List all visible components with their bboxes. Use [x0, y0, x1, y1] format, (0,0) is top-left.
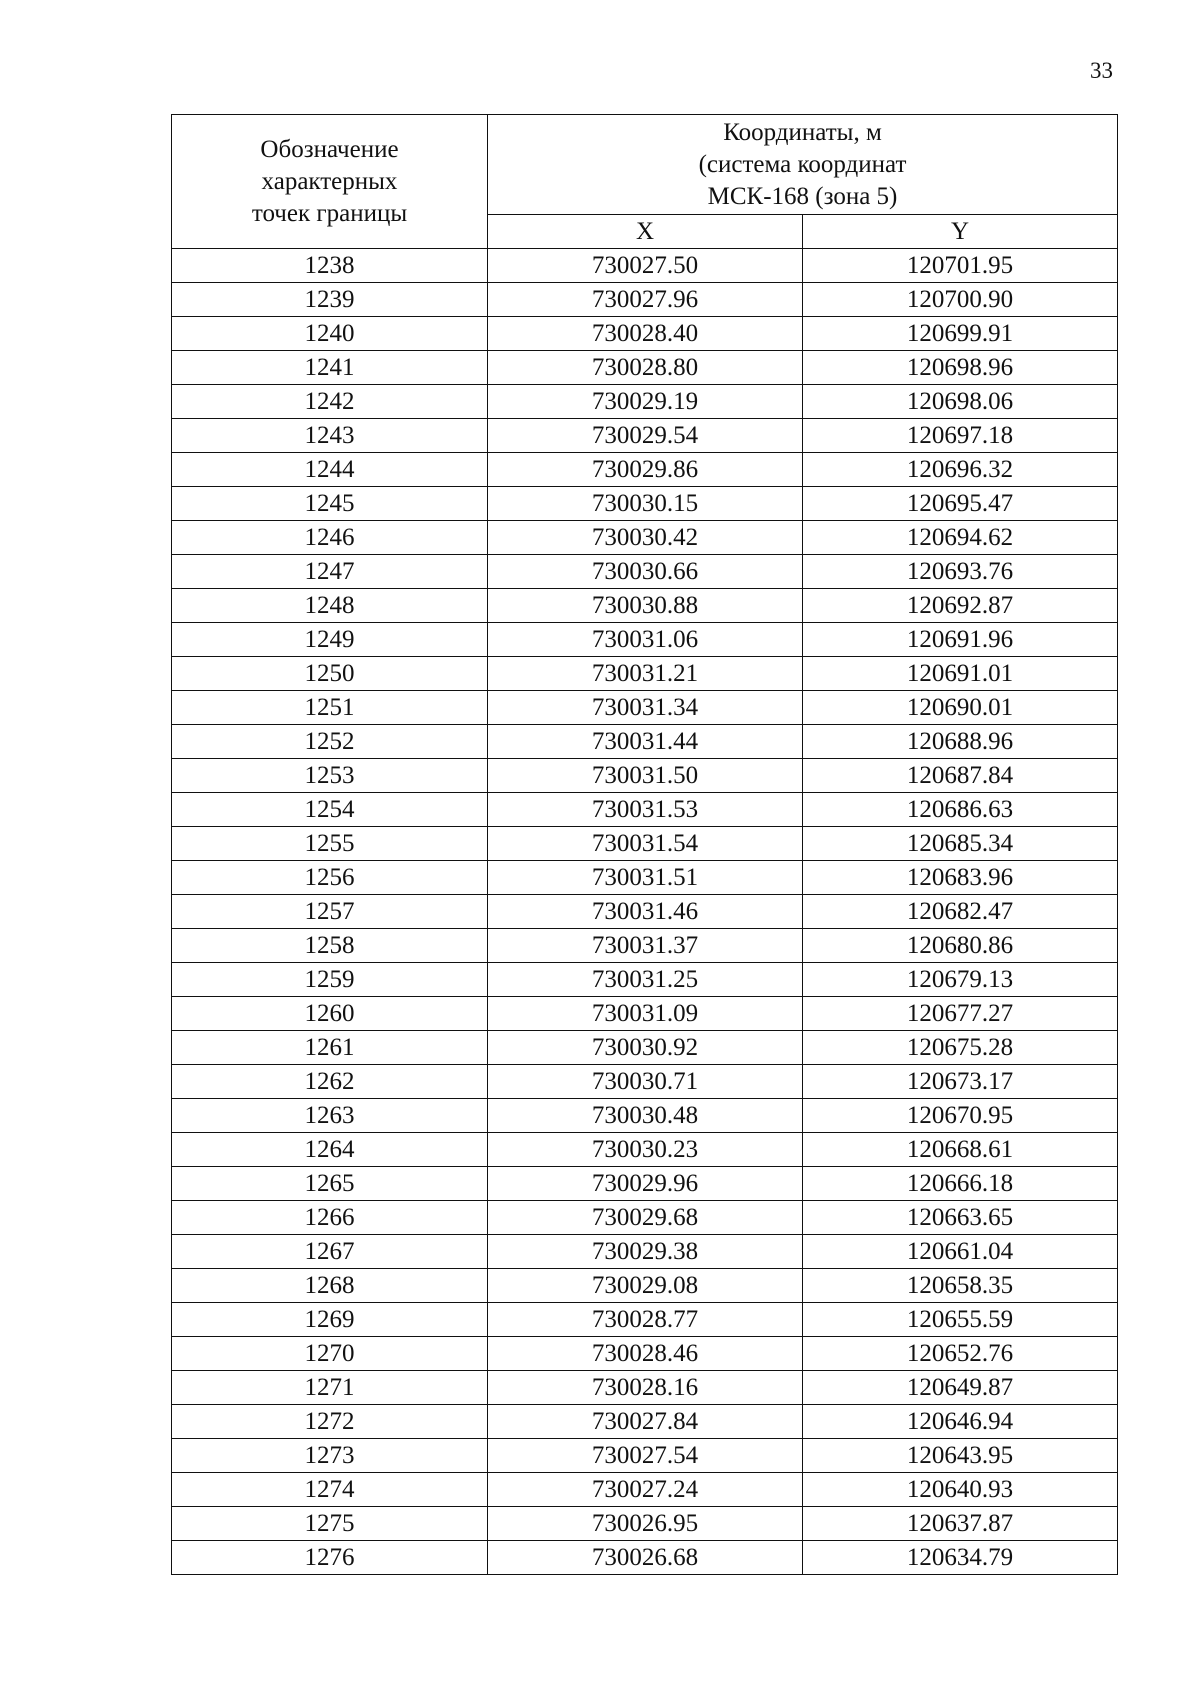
y-coordinate-cell: 120688.96: [803, 725, 1118, 759]
x-coordinate-cell: 730028.80: [488, 351, 803, 385]
y-coordinate-cell: 120699.91: [803, 317, 1118, 351]
point-cell: 1269: [172, 1303, 488, 1337]
table-row: [172, 1133, 1118, 1167]
y-coordinate-cell: 120658.35: [803, 1269, 1118, 1303]
y-coordinate-cell: 120663.65: [803, 1201, 1118, 1235]
x-coordinate-cell: 730029.08: [488, 1269, 803, 1303]
x-coordinate-cell: 730031.53: [488, 793, 803, 827]
point-cell: 1242: [172, 385, 488, 419]
y-coordinate-cell: 120695.47: [803, 487, 1118, 521]
y-coordinate-cell: 120691.96: [803, 623, 1118, 657]
y-coordinate-cell: 120643.95: [803, 1439, 1118, 1473]
y-coordinate-cell: 120693.76: [803, 555, 1118, 589]
table-body: [172, 249, 1118, 1575]
y-coordinate-cell: 120692.87: [803, 589, 1118, 623]
x-coordinate-cell: 730031.37: [488, 929, 803, 963]
y-coordinate-cell: 120637.87: [803, 1507, 1118, 1541]
y-coordinate-cell: 120649.87: [803, 1371, 1118, 1405]
x-coordinate-cell: 730030.48: [488, 1099, 803, 1133]
y-coordinate-cell: 120683.96: [803, 861, 1118, 895]
designation-header: Обозначение характерных точек границы: [172, 115, 488, 249]
point-cell: 1262: [172, 1065, 488, 1099]
y-coordinate-cell: 120646.94: [803, 1405, 1118, 1439]
point-cell: 1252: [172, 725, 488, 759]
y-coordinate-cell: 120668.61: [803, 1133, 1118, 1167]
point-cell: 1247: [172, 555, 488, 589]
x-coordinate-cell: 730030.23: [488, 1133, 803, 1167]
table-row: [172, 351, 1118, 385]
x-coordinate-cell: 730030.42: [488, 521, 803, 555]
y-coordinate-cell: 120682.47: [803, 895, 1118, 929]
table-row: [172, 1269, 1118, 1303]
point-cell: 1265: [172, 1167, 488, 1201]
table-row: [172, 827, 1118, 861]
point-cell: 1275: [172, 1507, 488, 1541]
point-cell: 1271: [172, 1371, 488, 1405]
table-row: [172, 895, 1118, 929]
table-row: [172, 1235, 1118, 1269]
point-cell: 1256: [172, 861, 488, 895]
y-coordinate-cell: 120700.90: [803, 283, 1118, 317]
table-row: [172, 249, 1118, 283]
point-cell: 1245: [172, 487, 488, 521]
x-column-header: X: [488, 215, 803, 249]
table-row: [172, 1439, 1118, 1473]
point-cell: 1259: [172, 963, 488, 997]
table-row: [172, 929, 1118, 963]
point-cell: 1239: [172, 283, 488, 317]
point-cell: 1243: [172, 419, 488, 453]
point-cell: 1261: [172, 1031, 488, 1065]
table-row: [172, 385, 1118, 419]
table-row: [172, 1507, 1118, 1541]
x-coordinate-cell: 730031.06: [488, 623, 803, 657]
point-cell: 1253: [172, 759, 488, 793]
x-coordinate-cell: 730030.88: [488, 589, 803, 623]
table-row: [172, 1099, 1118, 1133]
y-coordinate-cell: 120666.18: [803, 1167, 1118, 1201]
x-coordinate-cell: 730031.46: [488, 895, 803, 929]
coordinates-table: [171, 114, 1118, 1575]
x-coordinate-cell: 730031.54: [488, 827, 803, 861]
table-row: [172, 861, 1118, 895]
x-coordinate-cell: 730029.86: [488, 453, 803, 487]
y-coordinate-cell: 120698.96: [803, 351, 1118, 385]
point-cell: 1268: [172, 1269, 488, 1303]
x-coordinate-cell: 730031.09: [488, 997, 803, 1031]
x-coordinate-cell: 730027.96: [488, 283, 803, 317]
point-cell: 1251: [172, 691, 488, 725]
y-coordinate-cell: 120701.95: [803, 249, 1118, 283]
x-coordinate-cell: 730031.50: [488, 759, 803, 793]
table-row: [172, 997, 1118, 1031]
point-cell: 1258: [172, 929, 488, 963]
y-coordinate-cell: 120679.13: [803, 963, 1118, 997]
table-row: [172, 1031, 1118, 1065]
x-coordinate-cell: 730031.51: [488, 861, 803, 895]
x-coordinate-cell: 730027.24: [488, 1473, 803, 1507]
y-column-header: Y: [803, 215, 1118, 249]
coordinates-header: Координаты, м (система координат МСК-168 (зона 5): [488, 115, 1118, 215]
table-row: [172, 317, 1118, 351]
x-coordinate-cell: 730030.66: [488, 555, 803, 589]
y-coordinate-cell: 120680.86: [803, 929, 1118, 963]
point-cell: 1266: [172, 1201, 488, 1235]
y-coordinate-cell: 120685.34: [803, 827, 1118, 861]
point-cell: 1255: [172, 827, 488, 861]
point-cell: 1240: [172, 317, 488, 351]
point-cell: 1273: [172, 1439, 488, 1473]
x-coordinate-cell: 730031.34: [488, 691, 803, 725]
table-row: [172, 1371, 1118, 1405]
table-row: [172, 963, 1118, 997]
x-coordinate-cell: 730029.96: [488, 1167, 803, 1201]
point-cell: 1272: [172, 1405, 488, 1439]
y-coordinate-cell: 120694.62: [803, 521, 1118, 555]
table-row: [172, 521, 1118, 555]
y-coordinate-cell: 120655.59: [803, 1303, 1118, 1337]
x-coordinate-cell: 730029.38: [488, 1235, 803, 1269]
point-cell: 1254: [172, 793, 488, 827]
x-coordinate-cell: 730027.54: [488, 1439, 803, 1473]
table-row: [172, 555, 1118, 589]
point-cell: 1270: [172, 1337, 488, 1371]
table-header: [172, 115, 1118, 249]
x-coordinate-cell: 730028.16: [488, 1371, 803, 1405]
page-number: 33: [1090, 58, 1113, 83]
y-coordinate-cell: 120652.76: [803, 1337, 1118, 1371]
x-coordinate-cell: 730030.92: [488, 1031, 803, 1065]
table-row: [172, 487, 1118, 521]
x-coordinate-cell: 730030.71: [488, 1065, 803, 1099]
x-coordinate-cell: 730028.77: [488, 1303, 803, 1337]
table-row: [172, 657, 1118, 691]
point-cell: 1250: [172, 657, 488, 691]
y-coordinate-cell: 120696.32: [803, 453, 1118, 487]
x-coordinate-cell: 730028.40: [488, 317, 803, 351]
point-cell: 1249: [172, 623, 488, 657]
y-coordinate-cell: 120670.95: [803, 1099, 1118, 1133]
point-cell: 1244: [172, 453, 488, 487]
y-coordinate-cell: 120687.84: [803, 759, 1118, 793]
table-row: [172, 759, 1118, 793]
x-coordinate-cell: 730029.19: [488, 385, 803, 419]
point-cell: 1267: [172, 1235, 488, 1269]
x-coordinate-cell: 730027.84: [488, 1405, 803, 1439]
table-row: [172, 691, 1118, 725]
point-cell: 1264: [172, 1133, 488, 1167]
table-row: [172, 283, 1118, 317]
table-row: [172, 623, 1118, 657]
point-cell: 1246: [172, 521, 488, 555]
x-coordinate-cell: 730026.95: [488, 1507, 803, 1541]
point-cell: 1241: [172, 351, 488, 385]
point-cell: 1260: [172, 997, 488, 1031]
y-coordinate-cell: 120634.79: [803, 1541, 1118, 1575]
point-cell: 1274: [172, 1473, 488, 1507]
table-row: [172, 725, 1118, 759]
y-coordinate-cell: 120673.17: [803, 1065, 1118, 1099]
y-coordinate-cell: 120691.01: [803, 657, 1118, 691]
table-row: [172, 1337, 1118, 1371]
table-row: [172, 419, 1118, 453]
table-row: [172, 1303, 1118, 1337]
y-coordinate-cell: 120675.28: [803, 1031, 1118, 1065]
point-cell: 1276: [172, 1541, 488, 1575]
y-coordinate-cell: 120661.04: [803, 1235, 1118, 1269]
x-coordinate-cell: 730029.68: [488, 1201, 803, 1235]
x-coordinate-cell: 730031.25: [488, 963, 803, 997]
x-coordinate-cell: 730027.50: [488, 249, 803, 283]
y-coordinate-cell: 120677.27: [803, 997, 1118, 1031]
table-row: [172, 589, 1118, 623]
table-row: [172, 1541, 1118, 1575]
x-coordinate-cell: 730031.21: [488, 657, 803, 691]
point-cell: 1263: [172, 1099, 488, 1133]
y-coordinate-cell: 120686.63: [803, 793, 1118, 827]
point-cell: 1248: [172, 589, 488, 623]
table-row: [172, 793, 1118, 827]
table-row: [172, 1167, 1118, 1201]
table-row: [172, 1405, 1118, 1439]
y-coordinate-cell: 120640.93: [803, 1473, 1118, 1507]
table-row: [172, 1473, 1118, 1507]
x-coordinate-cell: 730030.15: [488, 487, 803, 521]
point-cell: 1238: [172, 249, 488, 283]
y-coordinate-cell: 120690.01: [803, 691, 1118, 725]
y-coordinate-cell: 120698.06: [803, 385, 1118, 419]
y-coordinate-cell: 120697.18: [803, 419, 1118, 453]
x-coordinate-cell: 730028.46: [488, 1337, 803, 1371]
table-row: [172, 1065, 1118, 1099]
table-row: [172, 1201, 1118, 1235]
x-coordinate-cell: 730026.68: [488, 1541, 803, 1575]
x-coordinate-cell: 730031.44: [488, 725, 803, 759]
table-row: [172, 453, 1118, 487]
x-coordinate-cell: 730029.54: [488, 419, 803, 453]
point-cell: 1257: [172, 895, 488, 929]
